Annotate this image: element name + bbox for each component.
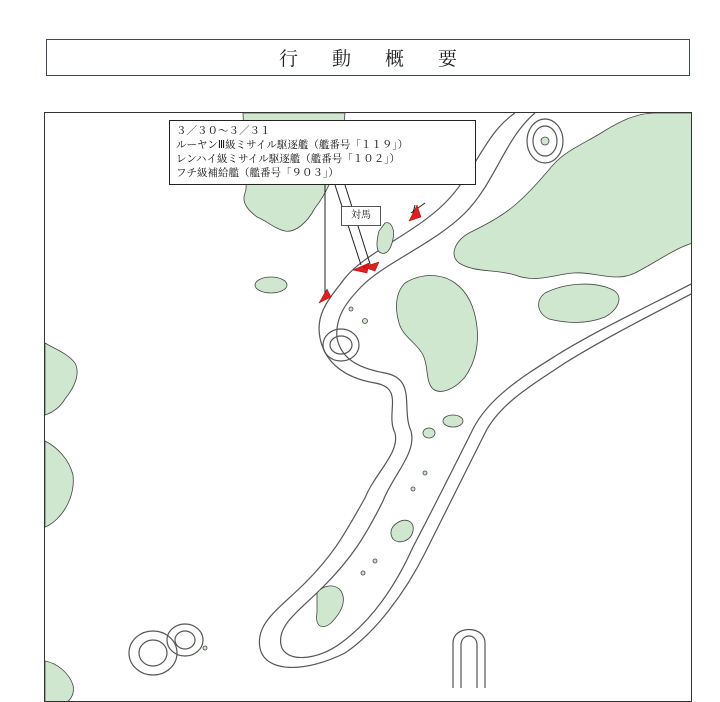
china-coast — [45, 343, 77, 415]
ship-line-2: レンハイ級ミサイル駆逐艦（艦番号「１０２」） — [176, 153, 401, 165]
ship-line-3: フチ級補給艦（艦番号「９０３」） — [176, 167, 339, 179]
okinawa-island — [317, 586, 344, 627]
land-masses — [45, 113, 692, 702]
page-title: 行 動 概 要 — [278, 48, 472, 70]
ship-info-box — [169, 120, 476, 185]
ship-line-1: ルーヤンⅢ級ミサイル駆逐艦（艦番号「１１９」） — [176, 139, 409, 151]
leader-lines — [325, 185, 425, 295]
map-canvas — [45, 113, 692, 702]
tsushima-label: 対馬 — [341, 206, 381, 226]
shikoku — [539, 284, 619, 322]
kyushu — [397, 276, 478, 392]
tsushima-island — [377, 223, 394, 254]
honshu — [454, 113, 692, 278]
jeju-island — [255, 277, 287, 293]
amami-island — [391, 520, 413, 542]
title-box — [46, 39, 690, 76]
date-range: ３／３０～３／３１ — [176, 125, 271, 137]
map-frame — [44, 112, 692, 702]
